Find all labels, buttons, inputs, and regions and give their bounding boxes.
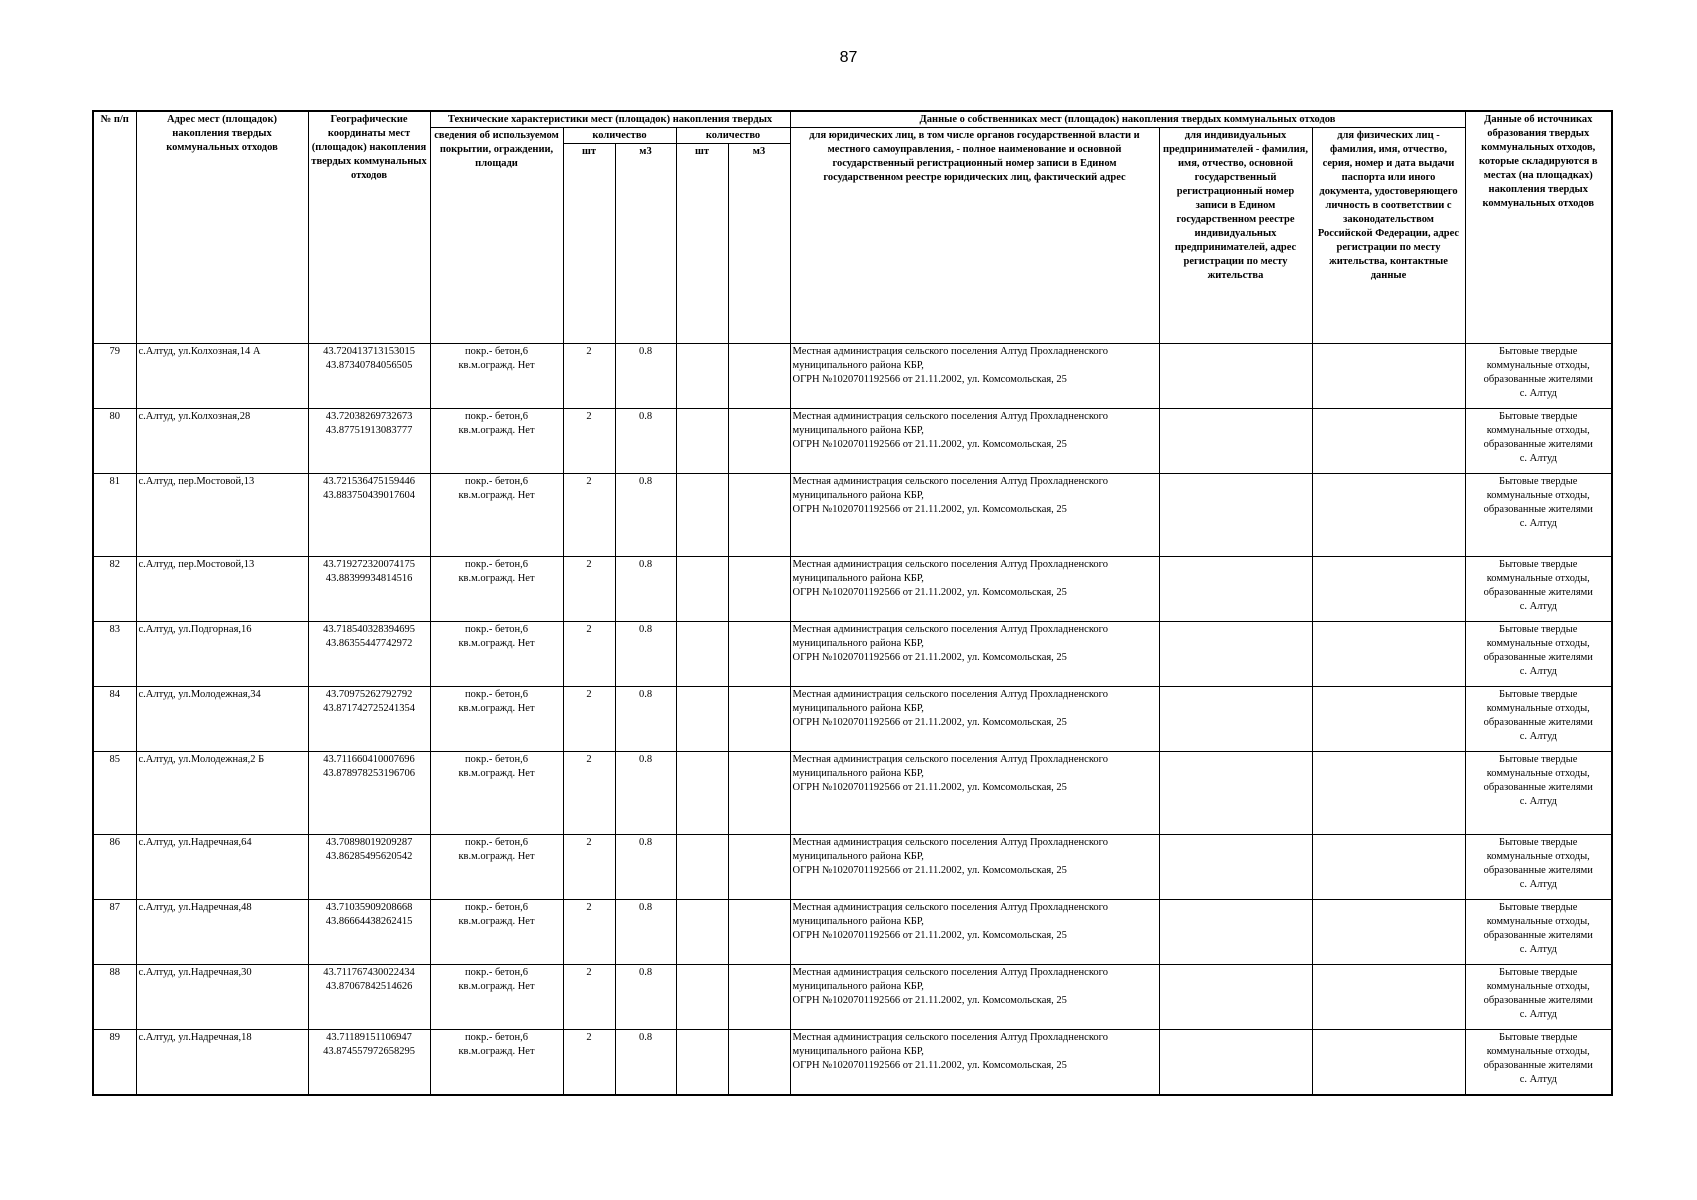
table-row bbox=[93, 900, 1612, 965]
owner-individual bbox=[1312, 965, 1465, 1030]
owner-line-2: муниципального района КБР, bbox=[792, 851, 924, 862]
surface-line-1: покр.- бетон,6 bbox=[464, 1032, 529, 1043]
source-line-3: образованные жителями bbox=[1483, 995, 1593, 1006]
row-number: 85 bbox=[93, 752, 136, 835]
owner-line-2: муниципального района КБР, bbox=[792, 425, 924, 436]
row-number: 79 bbox=[93, 344, 136, 409]
source-line-4: с. Алтуд bbox=[1519, 518, 1557, 529]
surface-line-1: покр.- бетон,6 bbox=[464, 624, 529, 635]
planned-volume bbox=[728, 965, 790, 1030]
owner-legal bbox=[790, 344, 1159, 409]
header-sources: Данные об источниках образования твердых коммунальных отходов, которые складируются в местах (на площадках) накопления твердых коммунальных отходов bbox=[1465, 111, 1612, 344]
source-line-4: с. Алтуд bbox=[1519, 944, 1557, 955]
owner-individual bbox=[1312, 752, 1465, 835]
owner-line-3: ОГРН №1020701192566 от 21.11.2002, ул. Комсомольская, 25 bbox=[792, 995, 1067, 1006]
longitude: 43.87340784056505 bbox=[325, 360, 413, 371]
source-line-4: с. Алтуд bbox=[1519, 388, 1557, 399]
source-line-2: коммунальные отходы, bbox=[1486, 490, 1590, 501]
header-owners-text: Данные о собственниках мест (площадок) накопления твердых коммунальных отходов bbox=[919, 114, 1336, 125]
source-line-3: образованные жителями bbox=[1483, 587, 1593, 598]
source-line-2: коммунальные отходы, bbox=[1486, 916, 1590, 927]
source-line-3: образованные жителями bbox=[1483, 865, 1593, 876]
surface-info bbox=[430, 474, 563, 557]
latitude: 43.72038269732673 bbox=[325, 411, 413, 422]
table-row bbox=[93, 409, 1612, 474]
surface-line-1: покр.- бетон,6 bbox=[464, 346, 529, 357]
surface-info bbox=[430, 1030, 563, 1096]
header-surface: сведения об используемом покрытии, ограждении, площади bbox=[430, 128, 563, 344]
owner-legal bbox=[790, 687, 1159, 752]
surface-info bbox=[430, 835, 563, 900]
source-line-4: с. Алтуд bbox=[1519, 879, 1557, 890]
owner-legal bbox=[790, 965, 1159, 1030]
header-unit-pcs: шт bbox=[563, 144, 615, 344]
planned-volume bbox=[728, 344, 790, 409]
container-volume: 0.8 bbox=[615, 835, 676, 900]
planned-count bbox=[676, 557, 728, 622]
header-unit-m3: м3 bbox=[615, 144, 676, 344]
surface-info bbox=[430, 687, 563, 752]
table-body bbox=[93, 344, 1612, 1096]
surface-line-1: покр.- бетон,6 bbox=[464, 902, 529, 913]
latitude: 43.71189151106947 bbox=[326, 1032, 412, 1043]
waste-source bbox=[1465, 409, 1612, 474]
latitude: 43.718540328394695 bbox=[323, 624, 415, 635]
source-line-1: Бытовые твердые bbox=[1499, 1032, 1578, 1043]
planned-count bbox=[676, 344, 728, 409]
container-count: 2 bbox=[563, 752, 615, 835]
planned-count bbox=[676, 474, 728, 557]
owner-individual bbox=[1312, 344, 1465, 409]
longitude: 43.86355447742972 bbox=[325, 638, 413, 649]
surface-line-2: кв.м.огражд. Нет bbox=[458, 490, 535, 501]
owner-line-1: Местная администрация сельского поселения Алтуд Прохладненского bbox=[792, 559, 1108, 570]
owner-line-2: муниципального района КБР, bbox=[792, 768, 924, 779]
waste-source bbox=[1465, 752, 1612, 835]
planned-count bbox=[676, 1030, 728, 1096]
surface-info bbox=[430, 344, 563, 409]
owner-line-3: ОГРН №1020701192566 от 21.11.2002, ул. Комсомольская, 25 bbox=[792, 782, 1067, 793]
owner-individual bbox=[1312, 409, 1465, 474]
owner-line-1: Местная администрация сельского поселения Алтуд Прохладненского bbox=[792, 411, 1108, 422]
latitude: 43.711660410007696 bbox=[323, 754, 415, 765]
planned-count bbox=[676, 687, 728, 752]
row-number: 81 bbox=[93, 474, 136, 557]
source-line-4: с. Алтуд bbox=[1519, 1074, 1557, 1085]
source-line-3: образованные жителями bbox=[1483, 374, 1593, 385]
surface-line-2: кв.м.огражд. Нет bbox=[458, 573, 535, 584]
site-address: с.Алтуд, ул.Надречная,30 bbox=[136, 965, 308, 1030]
source-line-4: с. Алтуд bbox=[1519, 601, 1557, 612]
owner-legal bbox=[790, 752, 1159, 835]
table-row bbox=[93, 474, 1612, 557]
longitude: 43.86285495620542 bbox=[325, 851, 413, 862]
owner-line-3: ОГРН №1020701192566 от 21.11.2002, ул. Комсомольская, 25 bbox=[792, 587, 1067, 598]
waste-source bbox=[1465, 687, 1612, 752]
site-address: с.Алтуд, пер.Мостовой,13 bbox=[136, 557, 308, 622]
source-line-2: коммунальные отходы, bbox=[1486, 981, 1590, 992]
owner-ip bbox=[1159, 752, 1312, 835]
owner-legal bbox=[790, 474, 1159, 557]
source-line-4: с. Алтуд bbox=[1519, 731, 1557, 742]
surface-line-2: кв.м.огражд. Нет bbox=[458, 638, 535, 649]
container-count: 2 bbox=[563, 900, 615, 965]
latitude: 43.70898019209287 bbox=[325, 837, 413, 848]
latitude: 43.70975262792792 bbox=[325, 689, 413, 700]
owner-ip bbox=[1159, 557, 1312, 622]
owner-line-3: ОГРН №1020701192566 от 21.11.2002, ул. Комсомольская, 25 bbox=[792, 930, 1067, 941]
container-volume: 0.8 bbox=[615, 409, 676, 474]
header-num: № п/п bbox=[93, 111, 136, 344]
container-count: 2 bbox=[563, 835, 615, 900]
planned-volume bbox=[728, 687, 790, 752]
site-address: с.Алтуд, ул.Надречная,18 bbox=[136, 1030, 308, 1096]
header-qty-placed-text: количество bbox=[592, 130, 647, 141]
owner-line-1: Местная администрация сельского поселения Алтуд Прохладненского bbox=[792, 967, 1108, 978]
container-count: 2 bbox=[563, 409, 615, 474]
geo-coordinates bbox=[308, 557, 430, 622]
surface-line-1: покр.- бетон,6 bbox=[464, 967, 529, 978]
header-tech bbox=[430, 111, 790, 128]
surface-line-1: покр.- бетон,6 bbox=[464, 754, 529, 765]
header-address: Адрес мест (площадок) накопления твердых коммунальных отходов bbox=[136, 111, 308, 344]
surface-info bbox=[430, 900, 563, 965]
row-number: 84 bbox=[93, 687, 136, 752]
container-count: 2 bbox=[563, 687, 615, 752]
source-line-2: коммунальные отходы, bbox=[1486, 768, 1590, 779]
planned-volume bbox=[728, 1030, 790, 1096]
surface-line-1: покр.- бетон,6 bbox=[464, 837, 529, 848]
source-line-1: Бытовые твердые bbox=[1499, 754, 1578, 765]
container-count: 2 bbox=[563, 474, 615, 557]
source-line-1: Бытовые твердые bbox=[1499, 476, 1578, 487]
surface-line-2: кв.м.огражд. Нет bbox=[458, 360, 535, 371]
source-line-4: с. Алтуд bbox=[1519, 1009, 1557, 1020]
owner-legal bbox=[790, 409, 1159, 474]
planned-volume bbox=[728, 409, 790, 474]
table-row bbox=[93, 965, 1612, 1030]
surface-info bbox=[430, 965, 563, 1030]
container-volume: 0.8 bbox=[615, 900, 676, 965]
container-volume: 0.8 bbox=[615, 557, 676, 622]
latitude: 43.719272320074175 bbox=[323, 559, 415, 570]
owner-line-1: Местная администрация сельского поселения Алтуд Прохладненского bbox=[792, 346, 1108, 357]
waste-sites-table bbox=[92, 110, 1613, 1096]
owner-legal bbox=[790, 622, 1159, 687]
latitude: 43.71035909208668 bbox=[325, 902, 413, 913]
header-owners bbox=[790, 111, 1465, 128]
header-qty-planned bbox=[676, 128, 790, 144]
owner-line-2: муниципального района КБР, bbox=[792, 490, 924, 501]
table-row bbox=[93, 835, 1612, 900]
owner-line-1: Местная администрация сельского поселения Алтуд Прохладненского bbox=[792, 476, 1108, 487]
row-number: 88 bbox=[93, 965, 136, 1030]
surface-line-1: покр.- бетон,6 bbox=[464, 689, 529, 700]
surface-info bbox=[430, 557, 563, 622]
header-ip: для индивидуальных предпринимателей - фамилия, имя, отчество, основной государственный регистрационный номер записи в Едином государственном реестре индивидуальных предпринимателей, адрес регистрации по месту жительства bbox=[1159, 128, 1312, 344]
container-volume: 0.8 bbox=[615, 1030, 676, 1096]
source-line-3: образованные жителями bbox=[1483, 782, 1593, 793]
planned-count bbox=[676, 409, 728, 474]
owner-ip bbox=[1159, 687, 1312, 752]
owner-line-1: Местная администрация сельского поселения Алтуд Прохладненского bbox=[792, 624, 1108, 635]
planned-count bbox=[676, 622, 728, 687]
planned-volume bbox=[728, 752, 790, 835]
owner-line-2: муниципального района КБР, bbox=[792, 981, 924, 992]
row-number: 82 bbox=[93, 557, 136, 622]
geo-coordinates bbox=[308, 965, 430, 1030]
owner-line-2: муниципального района КБР, bbox=[792, 573, 924, 584]
container-volume: 0.8 bbox=[615, 687, 676, 752]
source-line-2: коммунальные отходы, bbox=[1486, 360, 1590, 371]
longitude: 43.878978253196706 bbox=[323, 768, 415, 779]
owner-individual bbox=[1312, 900, 1465, 965]
waste-source bbox=[1465, 900, 1612, 965]
source-line-1: Бытовые твердые bbox=[1499, 346, 1578, 357]
owner-individual bbox=[1312, 557, 1465, 622]
latitude: 43.711767430022434 bbox=[323, 967, 415, 978]
source-line-3: образованные жителями bbox=[1483, 717, 1593, 728]
geo-coordinates bbox=[308, 835, 430, 900]
header-geo: Географические координаты мест (площадок) накопления твердых коммунальных отходов bbox=[308, 111, 430, 344]
source-line-1: Бытовые твердые bbox=[1499, 837, 1578, 848]
surface-line-2: кв.м.огражд. Нет bbox=[458, 768, 535, 779]
owner-line-1: Местная администрация сельского поселения Алтуд Прохладненского bbox=[792, 689, 1108, 700]
surface-line-2: кв.м.огражд. Нет bbox=[458, 1046, 535, 1057]
row-number: 87 bbox=[93, 900, 136, 965]
planned-count bbox=[676, 835, 728, 900]
planned-count bbox=[676, 752, 728, 835]
row-number: 83 bbox=[93, 622, 136, 687]
geo-coordinates bbox=[308, 344, 430, 409]
table-row bbox=[93, 1030, 1612, 1096]
source-line-4: с. Алтуд bbox=[1519, 796, 1557, 807]
owner-line-2: муниципального района КБР, bbox=[792, 916, 924, 927]
table-row bbox=[93, 687, 1612, 752]
container-count: 2 bbox=[563, 622, 615, 687]
source-line-3: образованные жителями bbox=[1483, 439, 1593, 450]
longitude: 43.88399934814516 bbox=[325, 573, 413, 584]
owner-line-1: Местная администрация сельского поселения Алтуд Прохладненского bbox=[792, 1032, 1108, 1043]
header-row-1 bbox=[93, 111, 1612, 128]
owner-ip bbox=[1159, 622, 1312, 687]
owner-legal bbox=[790, 1030, 1159, 1096]
surface-line-2: кв.м.огражд. Нет bbox=[458, 703, 535, 714]
surface-info bbox=[430, 752, 563, 835]
owner-individual bbox=[1312, 622, 1465, 687]
owner-line-3: ОГРН №1020701192566 от 21.11.2002, ул. Комсомольская, 25 bbox=[792, 865, 1067, 876]
owner-line-2: муниципального района КБР, bbox=[792, 1046, 924, 1057]
waste-source bbox=[1465, 835, 1612, 900]
longitude: 43.874557972658295 bbox=[323, 1046, 415, 1057]
waste-source bbox=[1465, 474, 1612, 557]
page-number: 87 bbox=[839, 49, 858, 66]
geo-coordinates bbox=[308, 1030, 430, 1096]
planned-volume bbox=[728, 900, 790, 965]
surface-line-2: кв.м.огражд. Нет bbox=[458, 981, 535, 992]
site-address: с.Алтуд, ул.Колхозная,14 А bbox=[136, 344, 308, 409]
latitude: 43.721536475159446 bbox=[323, 476, 415, 487]
source-line-3: образованные жителями bbox=[1483, 504, 1593, 515]
geo-coordinates bbox=[308, 752, 430, 835]
surface-line-1: покр.- бетон,6 bbox=[464, 411, 529, 422]
surface-line-2: кв.м.огражд. Нет bbox=[458, 425, 535, 436]
owner-line-3: ОГРН №1020701192566 от 21.11.2002, ул. Комсомольская, 25 bbox=[792, 652, 1067, 663]
owner-ip bbox=[1159, 409, 1312, 474]
owner-individual bbox=[1312, 687, 1465, 752]
source-line-2: коммунальные отходы, bbox=[1486, 851, 1590, 862]
latitude: 43.720413713153015 bbox=[323, 346, 415, 357]
container-volume: 0.8 bbox=[615, 344, 676, 409]
longitude: 43.871742725241354 bbox=[323, 703, 415, 714]
planned-volume bbox=[728, 474, 790, 557]
waste-source bbox=[1465, 622, 1612, 687]
container-count: 2 bbox=[563, 557, 615, 622]
header-tech-text: Технические характеристики мест (площадок) накопления твердых bbox=[447, 114, 773, 125]
waste-source bbox=[1465, 965, 1612, 1030]
planned-count bbox=[676, 965, 728, 1030]
longitude: 43.883750439017604 bbox=[323, 490, 415, 501]
planned-volume bbox=[728, 622, 790, 687]
header-individual: для физических лиц - фамилия, имя, отчество, серия, номер и дата выдачи паспорта или иного документа, удостоверяющего личность в соответствии с законодательством Российской Федерации, адрес регистрации по месту жительства, контактные данные bbox=[1312, 128, 1465, 344]
site-address: с.Алтуд, пер.Мостовой,13 bbox=[136, 474, 308, 557]
container-count: 2 bbox=[563, 965, 615, 1030]
owner-line-3: ОГРН №1020701192566 от 21.11.2002, ул. Комсомольская, 25 bbox=[792, 439, 1067, 450]
longitude: 43.87751913083777 bbox=[325, 425, 413, 436]
source-line-2: коммунальные отходы, bbox=[1486, 1046, 1590, 1057]
source-line-1: Бытовые твердые bbox=[1499, 411, 1578, 422]
owner-ip bbox=[1159, 474, 1312, 557]
source-line-1: Бытовые твердые bbox=[1499, 967, 1578, 978]
owner-ip bbox=[1159, 1030, 1312, 1096]
container-volume: 0.8 bbox=[615, 752, 676, 835]
row-number: 89 bbox=[93, 1030, 136, 1096]
owner-individual bbox=[1312, 1030, 1465, 1096]
surface-info bbox=[430, 622, 563, 687]
container-volume: 0.8 bbox=[615, 622, 676, 687]
waste-source bbox=[1465, 344, 1612, 409]
header-qty-placed bbox=[563, 128, 676, 144]
owner-line-3: ОГРН №1020701192566 от 21.11.2002, ул. Комсомольская, 25 bbox=[792, 374, 1067, 385]
surface-line-2: кв.м.огражд. Нет bbox=[458, 916, 535, 927]
owner-ip bbox=[1159, 835, 1312, 900]
owner-line-2: муниципального района КБР, bbox=[792, 703, 924, 714]
table-row bbox=[93, 557, 1612, 622]
source-line-2: коммунальные отходы, bbox=[1486, 573, 1590, 584]
row-number: 80 bbox=[93, 409, 136, 474]
waste-source bbox=[1465, 1030, 1612, 1096]
source-line-4: с. Алтуд bbox=[1519, 666, 1557, 677]
table-row bbox=[93, 752, 1612, 835]
header-legal: для юридических лиц, в том числе органов государственной власти и местного самоуправления, - полное наименование и основной государственный регистрационный номер записи в Едином государственном реестре юридических лиц, фактический адрес bbox=[790, 128, 1159, 344]
geo-coordinates bbox=[308, 687, 430, 752]
site-address: с.Алтуд, ул.Молодежная,34 bbox=[136, 687, 308, 752]
waste-source bbox=[1465, 557, 1612, 622]
longitude: 43.87067842514626 bbox=[325, 981, 413, 992]
owner-line-1: Местная администрация сельского поселения Алтуд Прохладненского bbox=[792, 837, 1108, 848]
owner-individual bbox=[1312, 835, 1465, 900]
source-line-2: коммунальные отходы, bbox=[1486, 703, 1590, 714]
container-volume: 0.8 bbox=[615, 965, 676, 1030]
source-line-2: коммунальные отходы, bbox=[1486, 638, 1590, 649]
geo-coordinates bbox=[308, 409, 430, 474]
owner-line-2: муниципального района КБР, bbox=[792, 638, 924, 649]
table-row bbox=[93, 344, 1612, 409]
source-line-3: образованные жителями bbox=[1483, 652, 1593, 663]
owner-line-2: муниципального района КБР, bbox=[792, 360, 924, 371]
source-line-1: Бытовые твердые bbox=[1499, 624, 1578, 635]
header-unit-m3-2: м3 bbox=[728, 144, 790, 344]
container-volume: 0.8 bbox=[615, 474, 676, 557]
site-address: с.Алтуд, ул.Надречная,48 bbox=[136, 900, 308, 965]
owner-line-3: ОГРН №1020701192566 от 21.11.2002, ул. Комсомольская, 25 bbox=[792, 717, 1067, 728]
site-address: с.Алтуд, ул.Молодежная,2 Б bbox=[136, 752, 308, 835]
owner-line-1: Местная администрация сельского поселения Алтуд Прохладненского bbox=[792, 754, 1108, 765]
header-qty-planned-text: количество bbox=[705, 130, 761, 141]
source-line-1: Бытовые твердые bbox=[1499, 689, 1578, 700]
owner-line-3: ОГРН №1020701192566 от 21.11.2002, ул. Комсомольская, 25 bbox=[792, 504, 1067, 515]
owner-line-1: Местная администрация сельского поселения Алтуд Прохладненского bbox=[792, 902, 1108, 913]
row-number: 86 bbox=[93, 835, 136, 900]
owner-ip bbox=[1159, 900, 1312, 965]
owner-legal bbox=[790, 835, 1159, 900]
source-line-4: с. Алтуд bbox=[1519, 453, 1557, 464]
owner-ip bbox=[1159, 344, 1312, 409]
table-row bbox=[93, 622, 1612, 687]
source-line-2: коммунальные отходы, bbox=[1486, 425, 1590, 436]
planned-volume bbox=[728, 557, 790, 622]
source-line-1: Бытовые твердые bbox=[1499, 559, 1578, 570]
planned-count bbox=[676, 900, 728, 965]
site-address: с.Алтуд, ул.Подгорная,16 bbox=[136, 622, 308, 687]
geo-coordinates bbox=[308, 622, 430, 687]
planned-volume bbox=[728, 835, 790, 900]
owner-legal bbox=[790, 557, 1159, 622]
geo-coordinates bbox=[308, 900, 430, 965]
geo-coordinates bbox=[308, 474, 430, 557]
source-line-3: образованные жителями bbox=[1483, 930, 1593, 941]
surface-line-1: покр.- бетон,6 bbox=[464, 559, 529, 570]
owner-ip bbox=[1159, 965, 1312, 1030]
longitude: 43.86664438262415 bbox=[325, 916, 413, 927]
source-line-3: образованные жителями bbox=[1483, 1060, 1593, 1071]
owner-individual bbox=[1312, 474, 1465, 557]
owner-legal bbox=[790, 900, 1159, 965]
container-count: 2 bbox=[563, 344, 615, 409]
owner-line-3: ОГРН №1020701192566 от 21.11.2002, ул. Комсомольская, 25 bbox=[792, 1060, 1067, 1071]
surface-line-1: покр.- бетон,6 bbox=[464, 476, 529, 487]
site-address: с.Алтуд, ул.Колхозная,28 bbox=[136, 409, 308, 474]
container-count: 2 bbox=[563, 1030, 615, 1096]
header-unit-pcs-2: шт bbox=[676, 144, 728, 344]
surface-line-2: кв.м.огражд. Нет bbox=[458, 851, 535, 862]
site-address: с.Алтуд, ул.Надречная,64 bbox=[136, 835, 308, 900]
surface-info bbox=[430, 409, 563, 474]
source-line-1: Бытовые твердые bbox=[1499, 902, 1578, 913]
